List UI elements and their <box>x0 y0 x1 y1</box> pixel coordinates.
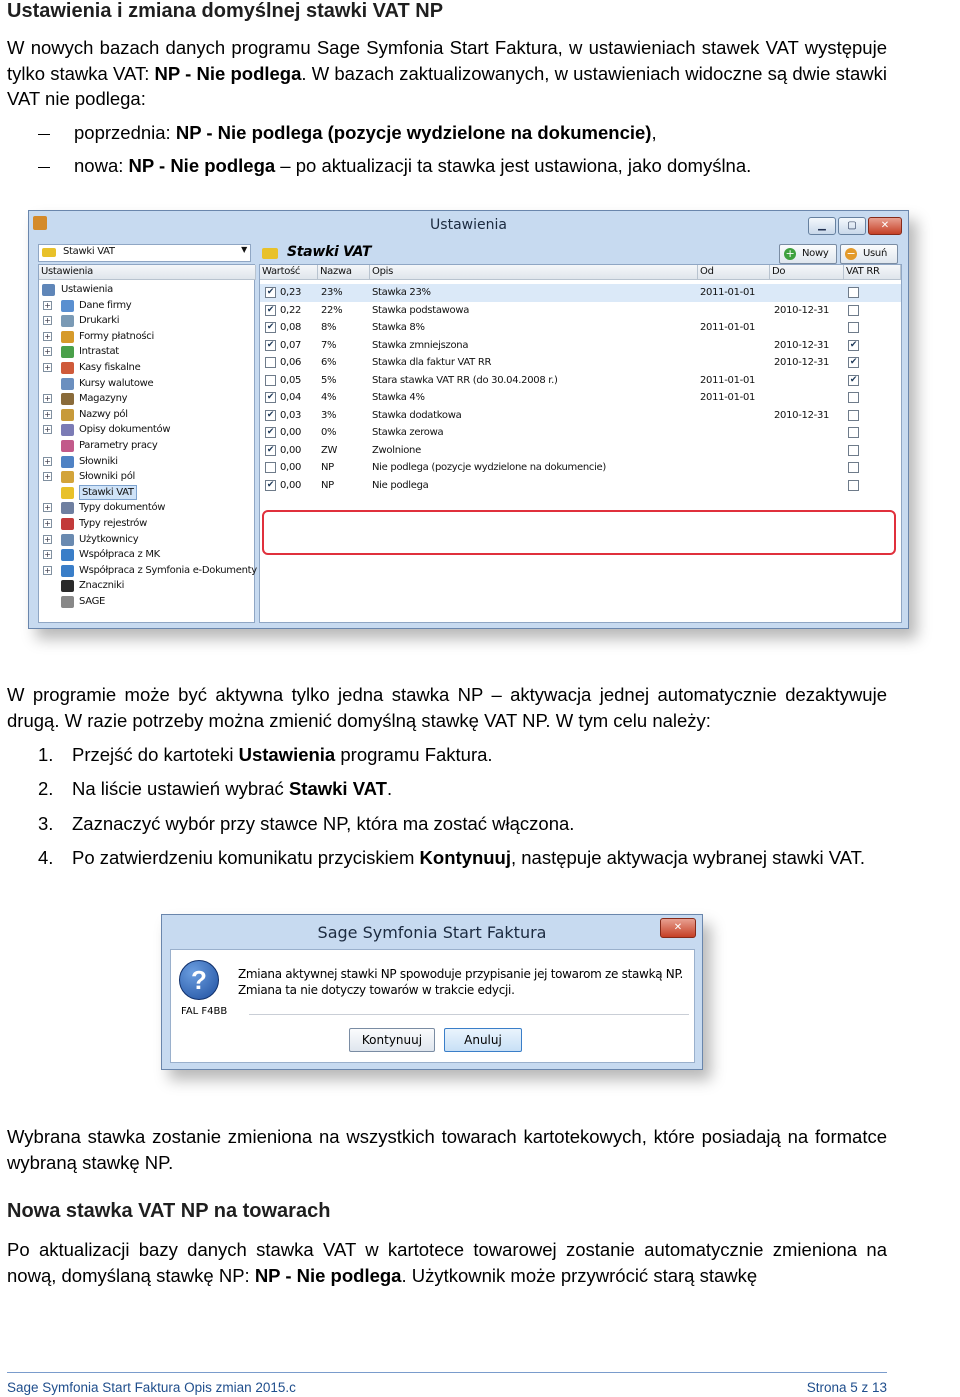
rate-from: 2011-01-01 <box>700 374 756 386</box>
intro-text-a: W nowych bazach danych programu Sage Symfonia Start Faktura, w ustawieniach stawek VAT występuje tylko stawka VAT: <box>7 37 887 84</box>
tree-item-icon <box>61 331 74 343</box>
tree-item-label: Drukarki <box>79 315 120 327</box>
rate-value: 0,00 <box>280 462 302 473</box>
vat-rate-row[interactable] <box>260 407 901 425</box>
tree-item-icon <box>61 424 74 436</box>
step-text: Na liście ustawień wybrać Stawki VAT. <box>72 778 393 799</box>
tree-item[interactable] <box>39 438 249 453</box>
rate-to: 2010-12-31 <box>774 304 830 316</box>
vat-rate-row[interactable] <box>260 477 901 495</box>
step-number: 3. <box>38 813 54 834</box>
expand-plus-icon[interactable]: + <box>44 565 51 575</box>
settings-window-title: Ustawienia <box>430 217 507 233</box>
tree-item[interactable] <box>39 407 249 422</box>
step-item <box>38 777 888 801</box>
vat-rates-grid <box>259 264 902 623</box>
active-checkbox[interactable]: ✔ <box>266 392 275 402</box>
settings-window <box>28 210 909 629</box>
active-checkbox[interactable] <box>265 462 276 473</box>
tree-item[interactable] <box>39 563 257 578</box>
rate-name: 8% <box>321 322 337 333</box>
question-icon: ? <box>179 960 219 1000</box>
step-text: Przejść do kartoteki Ustawienia programu Faktura. <box>72 744 493 765</box>
vat-rr-checkbox[interactable]: ✔ <box>849 357 858 367</box>
rate-name: 22% <box>321 304 343 316</box>
delete-button[interactable]: − Usuń <box>840 244 898 264</box>
grid-column-header[interactable]: Wartość <box>260 265 318 280</box>
rate-from: 2011-01-01 <box>700 392 756 403</box>
expand-plus-icon[interactable]: + <box>44 519 51 528</box>
vat-rate-row[interactable] <box>260 389 901 407</box>
tree-item[interactable] <box>39 298 249 313</box>
tree-item[interactable] <box>39 360 249 375</box>
tree-root-label: Ustawienia <box>61 284 113 295</box>
tree-item-icon <box>61 346 74 358</box>
rate-description: Stawka dla faktur VAT RR <box>372 357 492 368</box>
expand-plus-icon[interactable]: + <box>44 300 51 310</box>
vat-rate-row[interactable] <box>260 424 901 442</box>
settings-gear-icon <box>42 284 55 296</box>
settings-combo[interactable] <box>38 244 251 262</box>
app-icon <box>33 216 47 230</box>
dialog-line1: Zmiana aktywnej stawki NP spowoduje przypisanie jej towarom ze stawką NP. <box>238 967 684 981</box>
rate-value: 0,00 <box>280 444 302 456</box>
tree-item-label: Użytkownicy <box>79 533 139 545</box>
tree-item[interactable] <box>39 313 249 328</box>
expand-plus-icon[interactable]: + <box>44 550 51 560</box>
vat-rr-checkbox[interactable] <box>848 410 859 421</box>
rate-description: Stawka 8% <box>372 322 425 333</box>
vat-rr-checkbox[interactable] <box>848 445 859 456</box>
close-button[interactable]: ✕ <box>868 217 902 235</box>
minimize-button[interactable]: ▁ <box>808 217 836 235</box>
dialog-message <box>238 966 683 998</box>
expand-plus-icon[interactable]: + <box>44 456 51 466</box>
vat-rr-checkbox[interactable] <box>848 392 859 403</box>
grid-column-header[interactable]: Od <box>698 265 770 280</box>
tree-item-icon <box>61 300 74 312</box>
tree-item[interactable] <box>39 485 249 500</box>
tree-item-icon <box>61 549 74 561</box>
section3-paragraph2: Po aktualizacji bazy danych stawka VAT w kartotece towarowej zostanie automatycznie zmieniona na nową, domyślaną stawkę NP: NP - Nie podlega. Użytkownik może przywrócić starą stawkę <box>7 1239 887 1286</box>
intro-text-c: . W bazach zaktualizowanych, w ustawieniach widoczne są dwie stawki VAT nie podlega: <box>7 62 888 109</box>
tree-item-label: Parametry pracy <box>79 440 158 451</box>
tree-item-label: Kursy walutowe <box>79 377 154 389</box>
step-number: 1. <box>38 744 54 765</box>
vat-rr-checkbox[interactable]: ✔ <box>849 374 858 385</box>
section2-paragraph: W programie może być aktywna tylko jedna stawka NP – aktywacja jednej automatycznie dezaktywuje drugą. W razie potrzeby można zmienić domyślną stawkę VAT NP. W tym celu należy: <box>7 684 887 731</box>
step-number: 4. <box>38 847 54 868</box>
bullet-new: nowa: NP - Nie podlega – po aktualizacji ta stawka jest ustawiona, jako domyślna. <box>38 154 751 178</box>
expand-plus-icon[interactable]: + <box>44 503 51 513</box>
dialog-title: Sage Symfonia Start Faktura <box>317 923 547 942</box>
dialog-close-button[interactable]: ✕ <box>660 918 696 938</box>
expand-plus-icon[interactable]: + <box>44 316 51 326</box>
step-text: Po zatwierdzeniu komunikatu przyciskiem Kontynuuj, następuje aktywacja wybranej stawki VAT. <box>72 847 866 868</box>
active-checkbox[interactable]: ✔ <box>266 322 275 332</box>
expand-plus-icon[interactable]: + <box>44 534 51 544</box>
rate-value: 0,22 <box>280 304 302 316</box>
active-checkbox[interactable]: ✔ <box>266 339 275 350</box>
combo-value: Stawki VAT <box>63 246 115 257</box>
active-checkbox[interactable]: ✔ <box>266 479 275 490</box>
tree-item-label: Formy płatności <box>79 330 154 342</box>
tree-item[interactable] <box>39 469 249 484</box>
rate-name: 5% <box>321 374 337 386</box>
rate-description: Stawka podstawowa <box>372 304 470 316</box>
tree-item-icon <box>61 565 74 577</box>
step-item <box>38 812 888 836</box>
rate-to: 2010-12-31 <box>774 339 830 351</box>
rate-description: Zwolnione <box>372 444 421 456</box>
rate-name: 0% <box>321 427 337 438</box>
vat-rate-row[interactable] <box>260 459 901 477</box>
expand-plus-icon[interactable]: + <box>44 331 51 341</box>
tree-item-icon <box>61 580 74 592</box>
section3-heading: Nowa stawka VAT NP na towarach <box>7 1200 331 1222</box>
active-checkbox[interactable]: ✔ <box>266 304 275 315</box>
step-item <box>38 743 888 767</box>
expand-plus-icon[interactable]: + <box>44 394 51 404</box>
rate-description: Stawka 4% <box>372 392 425 403</box>
rate-description: Stawka zmniejszona <box>372 339 469 351</box>
vat-icon <box>262 248 278 259</box>
tree-item-label: Magazyny <box>79 393 128 405</box>
tree-item[interactable] <box>39 532 249 547</box>
tree-header: Ustawienia <box>39 265 256 280</box>
rate-value: 0,07 <box>280 339 302 351</box>
tree-item-icon <box>61 534 74 546</box>
vat-rate-row[interactable] <box>260 354 901 372</box>
rate-description: Nie podlega <box>372 479 429 491</box>
new-button[interactable]: + Nowy <box>779 244 837 264</box>
tree-item-icon <box>61 471 74 483</box>
tree-item-icon <box>61 502 74 514</box>
vat-panel-title: Stawki VAT <box>287 244 372 260</box>
grid-column-header[interactable]: Opis <box>370 265 698 280</box>
tree-item-label: Słowniki <box>79 455 118 467</box>
active-checkbox[interactable]: ✔ <box>266 444 275 455</box>
tree-item-icon <box>61 487 74 499</box>
rate-name: 6% <box>321 357 337 368</box>
tree-item-label: Stawki VAT <box>79 485 137 500</box>
rate-name: 23% <box>321 287 343 298</box>
rate-value: 0,08 <box>280 322 302 333</box>
rate-name: 7% <box>321 339 337 351</box>
tree-item-label: Współpraca z Symfonia e-Dokumenty <box>79 564 257 576</box>
page-heading: Ustawienia i zmiana domyślnej stawki VAT NP <box>7 0 444 22</box>
step-item <box>38 846 888 870</box>
rate-value: 0,05 <box>280 374 302 386</box>
minus-icon: − <box>846 247 856 260</box>
tree-item-label: Typy dokumentów <box>79 502 166 514</box>
step-text: Zaznaczyć wybór przy stawce NP, która ma zostać włączona. <box>72 813 575 834</box>
tree-item[interactable] <box>39 329 249 344</box>
rate-value: 0,04 <box>280 392 302 403</box>
tree-item-label: Kasy fiskalne <box>79 362 141 373</box>
active-checkbox[interactable]: ✔ <box>266 427 275 437</box>
rate-description: Stawka 23% <box>372 287 431 298</box>
chevron-down-icon[interactable]: ▼ <box>241 245 247 254</box>
vat-rate-row[interactable] <box>260 319 901 337</box>
vat-rr-checkbox[interactable]: ✔ <box>849 339 858 350</box>
vat-rate-row[interactable] <box>260 284 901 302</box>
rate-value: 0,03 <box>280 409 302 421</box>
vat-rate-row[interactable] <box>260 372 901 390</box>
dialog-body <box>170 949 695 1063</box>
tree-item-label: Nazwy pól <box>79 408 128 420</box>
tree-item-label: Słowniki pól <box>79 471 135 483</box>
expand-plus-icon[interactable]: + <box>44 425 51 435</box>
tree-item[interactable] <box>39 344 249 359</box>
tree-item[interactable] <box>39 376 249 391</box>
vat-rr-checkbox[interactable] <box>848 287 859 298</box>
rate-description: Nie podlega (pozycje wydzielone na dokumencie) <box>372 462 607 473</box>
rate-name: ZW <box>321 444 338 456</box>
step-number: 2. <box>38 778 54 799</box>
tree-item-icon <box>61 315 74 327</box>
grid-column-header[interactable]: Nazwa <box>318 265 370 280</box>
active-checkbox[interactable]: ✔ <box>266 287 275 297</box>
tree-item[interactable] <box>39 594 249 609</box>
rate-value: 0,00 <box>280 479 302 491</box>
expand-plus-icon[interactable]: + <box>44 363 51 372</box>
tree-item-label: Typy rejestrów <box>79 518 148 529</box>
tree-item-icon <box>61 409 74 421</box>
tree-item-label: Znaczniki <box>79 580 125 592</box>
vat-rr-checkbox[interactable] <box>848 480 859 491</box>
rate-to: 2010-12-31 <box>774 409 830 421</box>
plus-icon: + <box>785 247 795 260</box>
rate-description: Stawka zerowa <box>372 427 444 438</box>
rate-value: 0,06 <box>280 357 302 368</box>
tree-item-icon <box>61 456 74 468</box>
tree-item-icon <box>61 393 74 405</box>
dialog-line2: Zmiana ta nie dotyczy towarów w trakcie edycji. <box>238 983 515 997</box>
tree-item-label: SAGE <box>79 596 106 607</box>
intro-text-bold: NP - Nie podlega <box>154 62 302 84</box>
tree-item[interactable] <box>39 547 249 562</box>
tree-item-label: Dane firmy <box>79 299 132 311</box>
vat-panel-header <box>259 244 900 264</box>
tree-item-icon <box>61 596 74 608</box>
expand-plus-icon[interactable]: + <box>44 409 51 419</box>
confirm-dialog <box>161 914 703 1070</box>
vat-rr-checkbox[interactable] <box>848 322 859 333</box>
cancel-button[interactable]: Anuluj <box>444 1028 522 1052</box>
expand-plus-icon[interactable]: + <box>44 472 51 482</box>
active-checkbox[interactable] <box>265 357 276 368</box>
tree-item[interactable] <box>39 391 249 406</box>
vat-icon <box>42 248 56 257</box>
tree-item-icon <box>61 362 74 374</box>
tree-item[interactable] <box>39 454 249 469</box>
rate-description: Stawka dodatkowa <box>372 409 462 421</box>
footer-left: Sage Symfonia Start Faktura Opis zmian 2015.c <box>7 1380 296 1395</box>
rate-description: Stara stawka VAT RR (do 30.04.2008 r.) <box>372 374 558 386</box>
tree-item[interactable] <box>39 422 249 437</box>
tree-item[interactable] <box>39 500 249 515</box>
intro-paragraph <box>7 35 887 112</box>
vat-rr-checkbox[interactable] <box>848 462 859 473</box>
tree-item[interactable] <box>39 516 249 531</box>
rate-from: 2011-01-01 <box>700 287 756 298</box>
footer-right: Strona 5 z 13 <box>806 1380 887 1395</box>
footer-rule <box>7 1372 887 1373</box>
tree-item-icon <box>61 518 74 530</box>
rate-to: 2010-12-31 <box>774 357 830 368</box>
continue-button[interactable]: Kontynuuj <box>349 1028 435 1052</box>
active-checkbox[interactable] <box>265 375 276 386</box>
rate-value: 0,00 <box>280 427 302 438</box>
tree-item-label: Intrastat <box>79 346 119 358</box>
rate-name: NP <box>321 462 334 473</box>
tree-item-icon <box>61 440 74 452</box>
rate-value: 0,23 <box>280 287 302 298</box>
tree-root[interactable] <box>39 282 249 297</box>
rate-from: 2011-01-01 <box>700 322 756 333</box>
bullet-previous: poprzednia: NP - Nie podlega (pozycje wydzielone na dokumencie), <box>38 121 657 145</box>
tree-item-icon <box>61 378 74 390</box>
vat-rate-row[interactable] <box>260 302 901 320</box>
active-checkbox[interactable]: ✔ <box>266 409 275 420</box>
grid-column-header[interactable]: Do <box>770 265 844 280</box>
maximize-button[interactable]: ▢ <box>838 217 866 235</box>
section3-paragraph: Wybrana stawka zostanie zmieniona na wszystkich towarach kartotekowych, które posiadają na formatce wybraną stawkę NP. <box>7 1126 887 1173</box>
vat-rate-row[interactable] <box>260 337 901 355</box>
tree-item[interactable] <box>39 578 249 593</box>
rate-name: 4% <box>321 392 337 403</box>
tree-item-label: Współpraca z MK <box>79 549 160 561</box>
vat-rate-row[interactable] <box>260 442 901 460</box>
settings-tree <box>38 264 255 623</box>
vat-rr-checkbox[interactable] <box>848 427 859 438</box>
expand-plus-icon[interactable]: + <box>44 347 51 357</box>
rate-name: NP <box>321 479 334 491</box>
tree-item-label: Opisy dokumentów <box>79 424 171 436</box>
dialog-code: FAL F4BB <box>181 1006 228 1017</box>
grid-column-header[interactable]: VAT RR <box>844 265 901 280</box>
highlight-np-rows <box>262 510 896 555</box>
rate-name: 3% <box>321 409 337 421</box>
dialog-divider <box>249 1014 689 1015</box>
vat-rr-checkbox[interactable] <box>848 305 859 316</box>
